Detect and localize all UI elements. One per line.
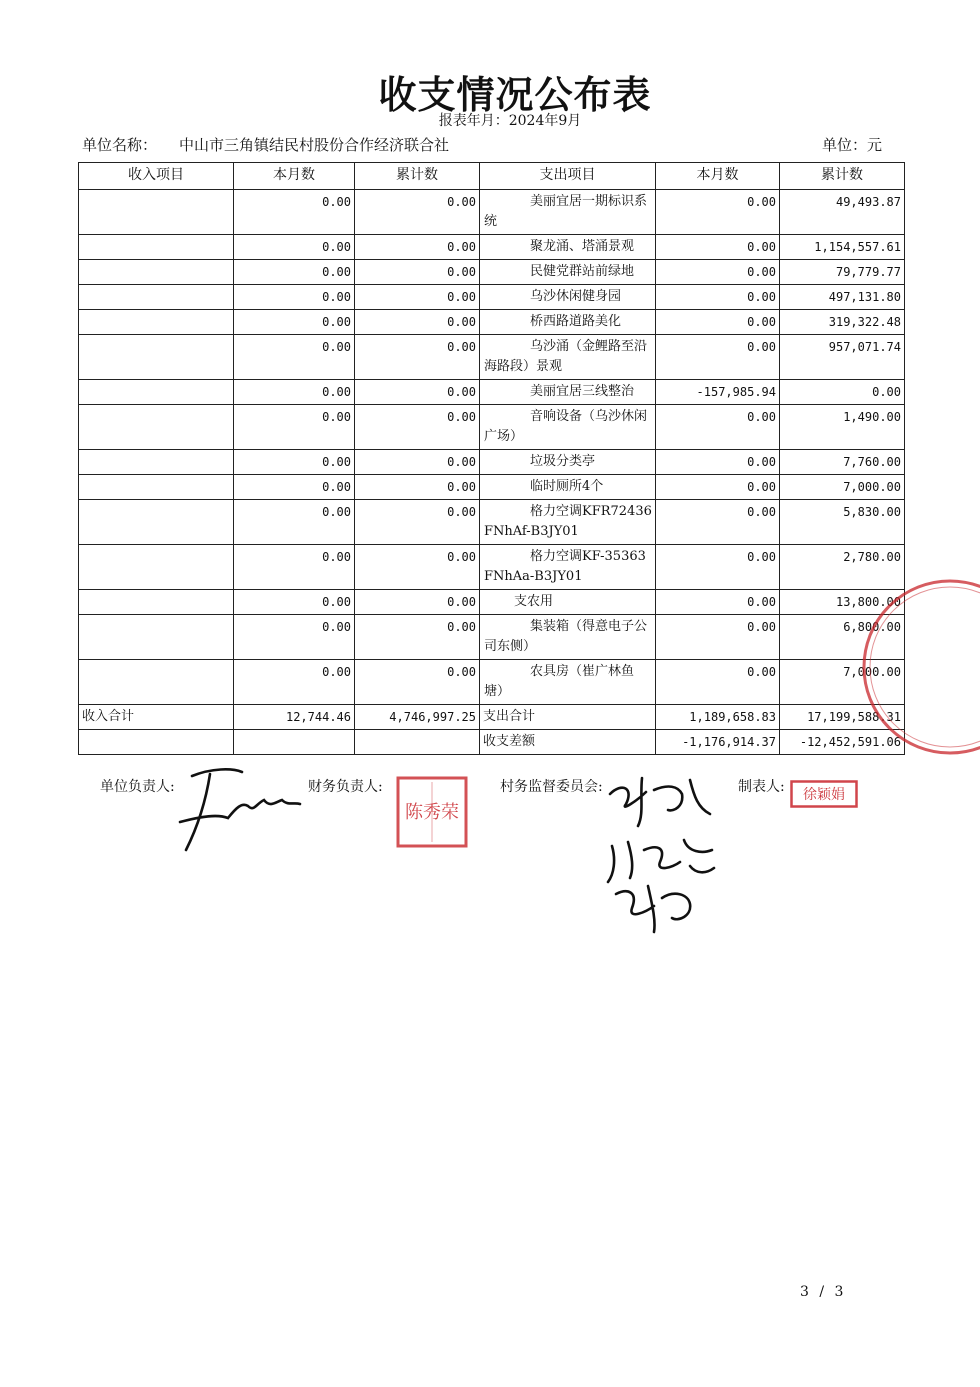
table-row (79, 475, 905, 500)
table-row (79, 500, 905, 545)
table-row (79, 545, 905, 590)
income-month-cell: 0.00 (234, 260, 355, 285)
income-month-cell: 0.00 (234, 285, 355, 310)
income-item-cell (79, 310, 234, 335)
expense-item-cell: 民健党群站前绿地 (480, 260, 656, 285)
income-item-cell (79, 235, 234, 260)
expense-cum-cell: 1,154,557.61 (780, 235, 905, 260)
table-row (79, 405, 905, 450)
income-expense-table (78, 162, 905, 755)
expense-month-cell: 0.00 (656, 285, 780, 310)
income-item-cell (79, 285, 234, 310)
expense-item-cell: 临时厕所4个 (480, 475, 656, 500)
income-item-cell (79, 500, 234, 545)
income-item-cell (79, 545, 234, 590)
totals-row (79, 705, 905, 730)
expense-cum-cell: 319,322.48 (780, 310, 905, 335)
table-row (79, 590, 905, 615)
expense-cum-cell: 79,779.77 (780, 260, 905, 285)
income-cum-cell: 0.00 (355, 475, 480, 500)
expense-month-cell: 0.00 (656, 450, 780, 475)
unit-name-line (82, 134, 449, 155)
supervision-committee-label: 村务监督委员会: (500, 779, 603, 795)
income-item-cell (79, 380, 234, 405)
income-cum-cell: 0.00 (355, 500, 480, 545)
preparer-seal (790, 780, 858, 808)
preparer-label: 制表人: (738, 779, 785, 795)
expense-month-cell: -157,985.94 (656, 380, 780, 405)
expense-item-cell: 格力空调KFR72436FNhAf-B3JY01 (480, 500, 656, 545)
balance-row (79, 730, 905, 755)
finance-seal-text: 陈秀荣 (405, 802, 459, 823)
income-cum-cell: 0.00 (355, 260, 480, 285)
income-cum-cell: 0.00 (355, 190, 480, 235)
expense-item-cell: 聚龙涌、塔涌景观 (480, 235, 656, 260)
report-period: 报表年月：2024年9月 (438, 113, 582, 129)
balance-empty-cell (79, 730, 234, 755)
page-number: 3 / 3 (800, 1284, 847, 1300)
expense-cum-cell: 7,760.00 (780, 450, 905, 475)
unit-head-label: 单位负责人: (100, 779, 175, 795)
table-row (79, 660, 905, 705)
expense-cum-cell: 957,071.74 (780, 335, 905, 380)
expense-item-cell: 支农用 (480, 590, 656, 615)
expense-item-cell: 桥西路道路美化 (480, 310, 656, 335)
balance-label: 收支差额 (480, 730, 656, 755)
expense-month-cell: 0.00 (656, 475, 780, 500)
expense-item-cell: 集装箱（得意电子公司东侧） (480, 615, 656, 660)
income-month-cell: 0.00 (234, 590, 355, 615)
income-total-label: 收入合计 (79, 705, 234, 730)
expense-cum-cell: 1,490.00 (780, 405, 905, 450)
balance-empty-cell (234, 730, 355, 755)
header-expense-month: 本月数 (656, 163, 780, 190)
income-cum-cell: 0.00 (355, 590, 480, 615)
expense-month-cell: 0.00 (656, 190, 780, 235)
expense-month-cell: 0.00 (656, 615, 780, 660)
table-row (79, 615, 905, 660)
income-month-cell: 0.00 (234, 335, 355, 380)
income-month-cell: 0.00 (234, 380, 355, 405)
expense-cum-cell: 6,800.00 (780, 615, 905, 660)
unit-name-label: 单位名称： (82, 136, 158, 154)
income-month-cell: 0.00 (234, 615, 355, 660)
expense-cum-cell: 7,000.00 (780, 475, 905, 500)
income-item-cell (79, 475, 234, 500)
income-item-cell (79, 450, 234, 475)
income-cum-cell: 0.00 (355, 335, 480, 380)
balance-month: -1,176,914.37 (656, 730, 780, 755)
expense-cum-cell: 497,131.80 (780, 285, 905, 310)
table-header-row (79, 163, 905, 190)
expense-month-cell: 0.00 (656, 235, 780, 260)
expense-cum-cell: 0.00 (780, 380, 905, 405)
expense-cum-cell: 13,800.00 (780, 590, 905, 615)
expense-month-cell: 0.00 (656, 335, 780, 380)
income-cum-cell: 0.00 (355, 405, 480, 450)
income-cum-cell: 0.00 (355, 310, 480, 335)
table-row (79, 235, 905, 260)
expense-cum-cell: 5,830.00 (780, 500, 905, 545)
finance-head-label: 财务负责人: (308, 779, 383, 795)
table-row (79, 310, 905, 335)
income-cum-cell: 0.00 (355, 285, 480, 310)
expense-cum-cell: 7,000.00 (780, 660, 905, 705)
finance-head-seal (396, 776, 468, 848)
expense-month-cell: 0.00 (656, 260, 780, 285)
income-month-cell: 0.00 (234, 475, 355, 500)
page-title: 收支情况公布表 (378, 73, 652, 117)
table-row (79, 260, 905, 285)
expense-month-cell: 0.00 (656, 545, 780, 590)
expense-month-cell: 0.00 (656, 310, 780, 335)
expense-cum-cell: 49,493.87 (780, 190, 905, 235)
header-income-item: 收入项目 (79, 163, 234, 190)
expense-item-cell: 垃圾分类亭 (480, 450, 656, 475)
income-cum-cell: 0.00 (355, 660, 480, 705)
header-expense-cumulative: 累计数 (780, 163, 905, 190)
income-month-cell: 0.00 (234, 310, 355, 335)
income-cum-cell: 0.00 (355, 450, 480, 475)
balance-empty-cell (355, 730, 480, 755)
table-row (79, 450, 905, 475)
unit-head-signature (172, 762, 322, 857)
expense-month-cell: 0.00 (656, 590, 780, 615)
income-month-cell: 0.00 (234, 405, 355, 450)
currency-unit: 单位：元 (822, 136, 883, 154)
expense-month-cell: 0.00 (656, 660, 780, 705)
table-row (79, 285, 905, 310)
income-month-cell: 0.00 (234, 660, 355, 705)
expense-item-cell: 农具房（崔广林鱼塘） (480, 660, 656, 705)
income-cum-cell: 0.00 (355, 235, 480, 260)
table-row (79, 380, 905, 405)
income-total-month: 12,744.46 (234, 705, 355, 730)
expense-item-cell: 乌沙涌（金鲤路至沿海路段）景观 (480, 335, 656, 380)
income-cum-cell: 0.00 (355, 615, 480, 660)
expense-total-label: 支出合计 (480, 705, 656, 730)
income-item-cell (79, 335, 234, 380)
expense-item-cell: 格力空调KF-35363FNhAa-B3JY01 (480, 545, 656, 590)
expense-cum-cell: 2,780.00 (780, 545, 905, 590)
income-item-cell (79, 190, 234, 235)
expense-item-cell: 音响设备（乌沙休闲广场） (480, 405, 656, 450)
supervision-signatures (598, 770, 728, 940)
income-cum-cell: 0.00 (355, 380, 480, 405)
income-month-cell: 0.00 (234, 190, 355, 235)
balance-cum: -12,452,591.06 (780, 730, 905, 755)
official-round-stamp (832, 575, 980, 765)
income-item-cell (79, 615, 234, 660)
expense-total-cum: 17,199,588.31 (780, 705, 905, 730)
expense-item-cell: 美丽宜居一期标识系统 (480, 190, 656, 235)
income-month-cell: 0.00 (234, 235, 355, 260)
income-item-cell (79, 405, 234, 450)
income-month-cell: 0.00 (234, 545, 355, 590)
income-total-cum: 4,746,997.25 (355, 705, 480, 730)
header-expense-item: 支出项目 (480, 163, 656, 190)
preparer-seal-text: 徐颖娟 (803, 787, 845, 803)
expense-item-cell: 美丽宜居三线整治 (480, 380, 656, 405)
expense-month-cell: 0.00 (656, 405, 780, 450)
income-item-cell (79, 660, 234, 705)
income-item-cell (79, 590, 234, 615)
header-income-cumulative: 累计数 (355, 163, 480, 190)
header-income-month: 本月数 (234, 163, 355, 190)
income-month-cell: 0.00 (234, 450, 355, 475)
income-item-cell (79, 260, 234, 285)
income-cum-cell: 0.00 (355, 545, 480, 590)
table-row (79, 190, 905, 235)
expense-month-cell: 0.00 (656, 500, 780, 545)
expense-total-month: 1,189,658.83 (656, 705, 780, 730)
income-month-cell: 0.00 (234, 500, 355, 545)
table-row (79, 335, 905, 380)
expense-item-cell: 乌沙休闲健身园 (480, 285, 656, 310)
unit-name-value: 中山市三角镇结民村股份合作经济联合社 (179, 136, 450, 154)
